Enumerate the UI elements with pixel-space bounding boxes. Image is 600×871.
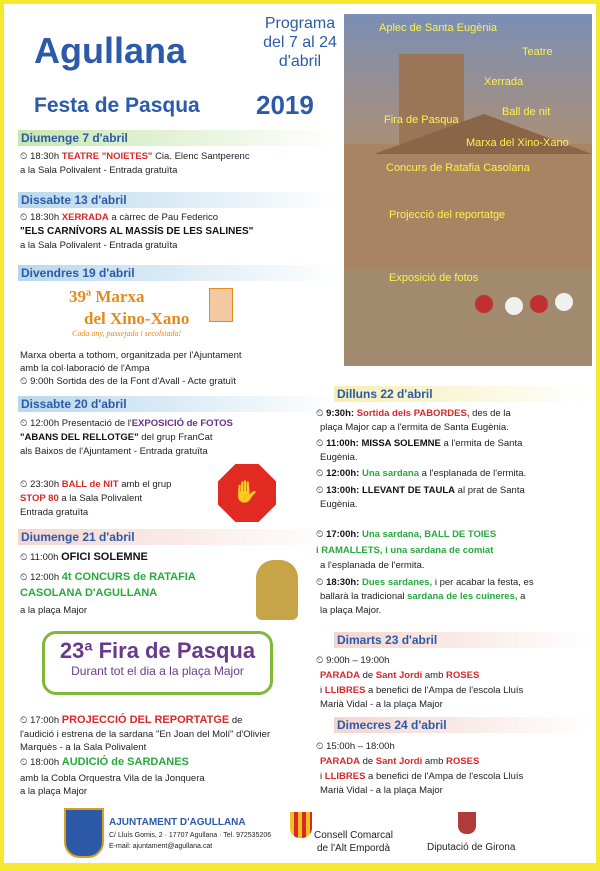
photo-label: Marxa del Xino-Xano <box>466 137 569 149</box>
event-detail: Marià Vidal - a la plaça Major <box>320 785 443 796</box>
photo-label: Concurs de Ratafia Casolana <box>386 162 530 174</box>
programa-line: d'abril <box>278 53 322 70</box>
event-detail: amb la Cobla Orquestra Vila de la Jonquera <box>20 773 205 784</box>
dancer <box>475 295 493 313</box>
marxa-title: 39ª Marxa <box>69 287 145 306</box>
day-header: Diumenge 21 d'abril <box>18 529 337 545</box>
event: STOP 80 a la Sala Polivalent <box>20 493 143 504</box>
day-header: Dissabte 13 d'abril <box>18 192 337 208</box>
event: PARADA de Sant Jordi amb ROSES <box>320 670 480 681</box>
poster <box>4 4 596 863</box>
consell-shield-icon <box>290 812 312 838</box>
dancer <box>530 295 548 313</box>
footer-email: E-mail: ajuntament@agullana.cat <box>109 843 213 850</box>
day-header: Dilluns 22 d'abril <box>334 386 591 402</box>
diputacio-shield-icon <box>458 812 476 834</box>
event-detail: ballarà la tradicional sardana de les cuineres, a <box>320 591 526 602</box>
footer-consell: Consell Comarcal <box>314 830 393 841</box>
event-detail: Marià Vidal - a la plaça Major <box>320 699 443 710</box>
event: ⏲ 11:00h OFICI SOLEMNE <box>20 551 148 563</box>
event-detail: amb la col·laboració de l'Ampa <box>20 363 150 374</box>
event: ⏲ 13:00h: LLEVANT DE TAULA al prat de Santa <box>316 485 525 496</box>
page-subtitle: Festa de Pasqua <box>34 94 200 117</box>
hero-photo <box>344 14 592 366</box>
event-detail: Marxa oberta a tothom, organitzada per l'Ajuntament <box>20 350 242 361</box>
event-detail: als Baixos de l'Ajuntament - Entrada gratuïta <box>20 446 208 457</box>
event-detail: l'audició i estrena de la sardana "En Joan del Molí" d'Olivier <box>20 729 271 740</box>
hand-icon: ✋ <box>232 480 260 505</box>
day-header: Dimarts 23 d'abril <box>334 632 591 648</box>
day-header: Divendres 19 d'abril <box>18 265 337 281</box>
page-title: Agullana <box>34 30 187 71</box>
footer-address: C/ Lluís Gomis, 2 · 17707 Agullana · Tel. 972535206 <box>109 832 272 839</box>
event: ⏲ 17:00h: Una sardana, BALL DE TOIES <box>316 529 497 540</box>
event: i LLIBRES a benefici de l'Ampa de l'escola Lluís <box>320 771 524 782</box>
event: i LLIBRES a benefici de l'Ampa de l'escola Lluís <box>320 685 524 696</box>
event-detail: Eugènia. <box>320 452 358 463</box>
footer-consell: de l'Alt Empordà <box>317 843 391 854</box>
ratafia-bottle-icon <box>256 560 298 620</box>
programa-dates <box>254 14 346 71</box>
event-detail: ⏲ 9:00h Sortida des de la Font d'Avall - Acte gratuït <box>20 376 237 387</box>
event-detail: Entrada gratuïta <box>20 507 89 518</box>
event-detail: a la plaça Major <box>20 786 88 797</box>
event: ⏲ 9:00h – 19:00h <box>316 655 390 666</box>
day-header: Dimecres 24 d'abril <box>334 717 591 733</box>
event-detail: Eugènia. <box>320 499 358 510</box>
event: ⏲ 11:00h: MISSA SOLEMNE a l'ermita de Santa <box>316 438 523 449</box>
hikers-icon <box>209 288 233 322</box>
photo-label: Fira de Pasqua <box>384 114 459 126</box>
event-detail: plaça Major cap a l'ermita de Santa Eugènia. <box>320 422 509 433</box>
event: ⏲ 17:00h PROJECCIÓ DEL REPORTATGE de <box>20 714 243 726</box>
marxa-title: del Xino-Xano <box>84 309 190 328</box>
footer-diputacio: Diputació de Girona <box>427 842 516 853</box>
footer-ajuntament: AJUNTAMENT D'AGULLANA <box>109 817 246 828</box>
event-title: "ELS CARNÍVORS AL MASSÍS DE LES SALINES" <box>20 226 254 237</box>
year: 2019 <box>256 90 314 120</box>
marxa-slogan: Cada any, passejada i secolstada! <box>72 329 182 338</box>
event: PARADA de Sant Jordi amb ROSES <box>320 756 480 767</box>
photo-label: Projecció del reportatge <box>389 209 506 221</box>
event: ⏲ 18:00h AUDICIÓ de SARDANES <box>20 756 189 768</box>
fira-title: 23ª Fira de Pasqua <box>59 638 256 663</box>
event: ⏲ 23:30h BALL de NIT amb el grup <box>20 479 172 490</box>
fira-subtitle: Durant tot el dia a la plaça Major <box>71 664 244 678</box>
event-detail: a l'esplanada de l'ermita. <box>320 560 425 571</box>
event: ⏲ 9:30h: Sortida dels PABORDES, des de la <box>316 408 511 419</box>
programa-line: del 7 al 24 <box>263 34 337 51</box>
photo-label: Aplec de Santa Eugènia <box>379 22 498 34</box>
event: ⏲ 15:00h – 18:00h <box>316 741 395 752</box>
church-illustration <box>344 14 592 366</box>
event: ⏲ 12:00h: Una sardana a l'esplanada de l'ermita. <box>316 468 527 479</box>
event: ⏲ 18:30h XERRADA a càrrec de Pau Federico <box>20 212 219 223</box>
event-detail: la plaça Major. <box>320 605 382 616</box>
event: ⏲ 18:30h: Dues sardanes, i per acabar la festa, es <box>316 577 534 588</box>
event: ⏲ 12:00h Presentació de l'EXPOSICIÓ de FOTOS <box>20 418 233 429</box>
photo-label: Xerrada <box>484 76 524 88</box>
event: ⏲ 12:00h 4t CONCURS de RATAFIA <box>20 571 196 583</box>
photo-label: Teatre <box>522 46 553 58</box>
event-detail: a la Sala Polivalent - Entrada gratuïta <box>20 165 178 176</box>
programa-line: Programa <box>264 15 336 32</box>
event-detail: a la plaça Major <box>20 605 88 616</box>
agullana-shield-icon <box>64 808 104 858</box>
dancer <box>555 293 573 311</box>
photo-label: Exposició de fotos <box>389 272 479 284</box>
photo-label: Ball de nit <box>502 106 551 118</box>
event-detail: a la Sala Polivalent - Entrada gratuïta <box>20 240 178 251</box>
event-title: CASOLANA D'AGULLANA <box>20 587 158 599</box>
day-header: Diumenge 7 d'abril <box>18 130 337 146</box>
event: "ABANS DEL RELLOTGE" del grup FranCat <box>20 432 213 443</box>
fira-banner <box>42 631 273 695</box>
event: ⏲ 18:30h TEATRE "NOIETES" Cia. Elenc Santperenc <box>20 151 250 162</box>
dancer <box>505 297 523 315</box>
day-header: Dissabte 20 d'abril <box>18 396 337 412</box>
event-title: i RAMALLETS, i una sardana de comiat <box>316 545 494 556</box>
event-detail: Marquès - a la Sala Polivalent <box>20 742 147 753</box>
